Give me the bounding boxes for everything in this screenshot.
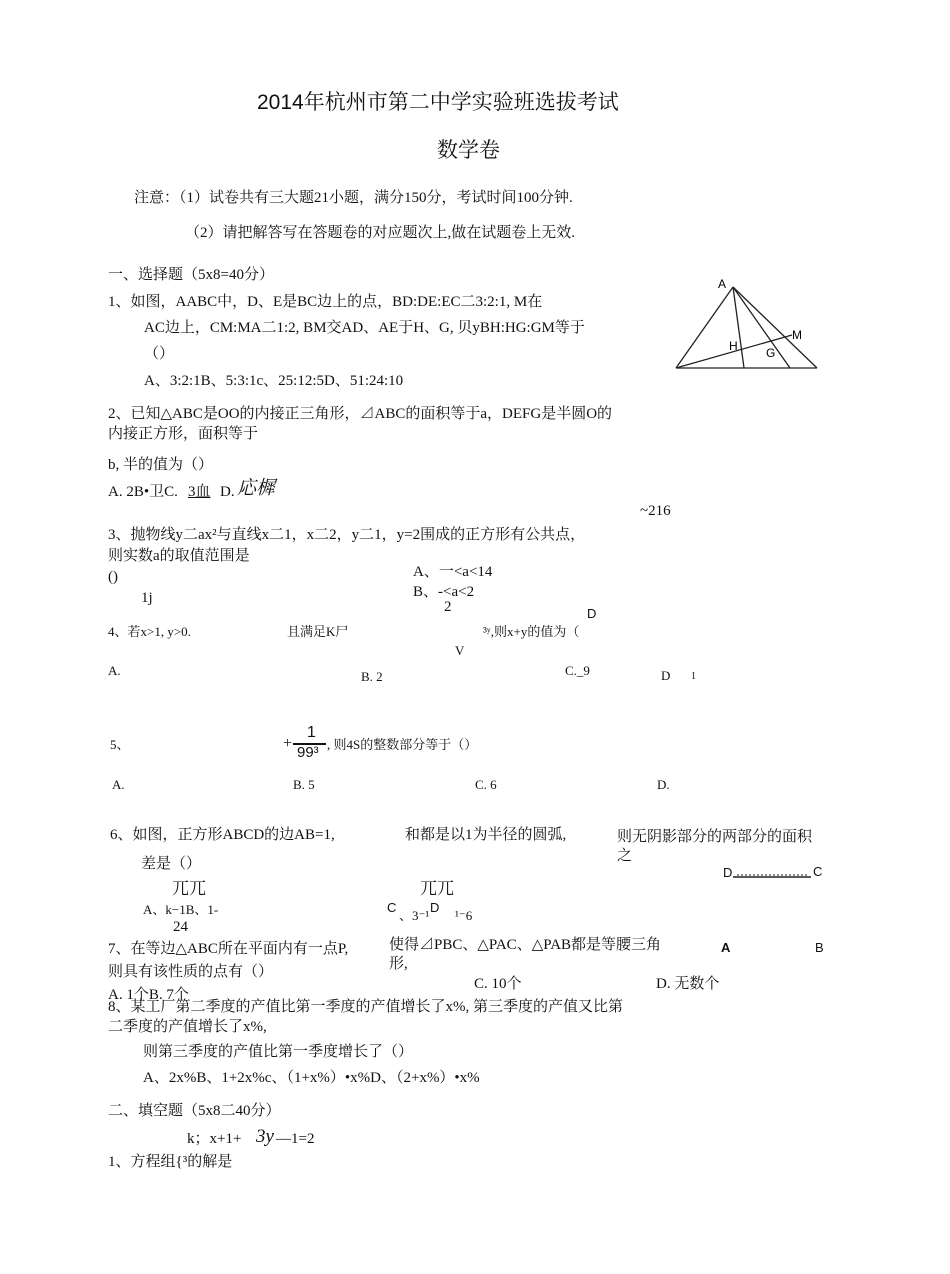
q2-options-c: 3血 [188, 484, 211, 500]
q2-line-2: 内接正方形，面积等于 [108, 426, 259, 442]
note-2: （2）请把解答写在答题卷的对应题次上,做在试题卷上无效. [185, 225, 576, 241]
q7-mid-2: 形, [389, 956, 408, 972]
fig-label-m: M [792, 328, 802, 342]
q6-fig-label-b: B [815, 940, 824, 955]
exam-subtitle: 数学卷 [437, 139, 500, 162]
q4-option-d: D [661, 668, 671, 683]
f1-line: 1、方程组{³的解是 [108, 1154, 233, 1170]
q8-line-1: 8、某工厂第二季度的产值比第一季度的产值增长了x%, 第三季度的产值又比第 [108, 999, 623, 1015]
note-1: 注意：（1）试卷共有三大题21小题，满分150分，考试时间100分钟. [134, 190, 573, 206]
q7-mid-1: 使得⊿PBC、△PAC、△PAB都是等腰三角 [389, 937, 662, 953]
q5-option-d: D. [657, 777, 670, 792]
q6-option-d: D [430, 900, 440, 915]
section-2-heading: 二、填空题（5x8二40分） [108, 1103, 281, 1119]
q5-option-c: C. 6 [475, 777, 497, 792]
fig-label-g: G [766, 346, 776, 360]
q5-fraction-top: 1 [307, 724, 316, 741]
f1-eq-pre: k；x+1+ [187, 1131, 242, 1147]
q6-line-1: 6、如图，正方形ABCD的边AB=1, [110, 827, 335, 843]
f1-eq-3y: 3y [256, 1126, 274, 1147]
q6-fig-label-d: D [723, 865, 733, 880]
q6-option-24: 24 [173, 919, 188, 935]
q4-line: 4、若x>1, y>0. [108, 624, 191, 639]
q3-line-3: () [108, 569, 118, 585]
q7-line-2: 则具有该性质的点有（） [108, 964, 274, 980]
q6-option-d2: ¹⁻6 [455, 908, 473, 923]
q4-option-d-2: 1 [691, 671, 696, 682]
fig-edge [676, 287, 733, 368]
q6-mid: 和都是以1为半径的圆弧, [405, 827, 567, 843]
q5-number: 5、 [110, 737, 130, 752]
q5-option-a: A. [112, 777, 125, 792]
q1-options: A、3:2:1B、5:3:1c、25:12:5D、51:24:10 [144, 373, 404, 389]
q6-right-2: 之 [617, 848, 633, 864]
q5-fraction-bottom: 99³ [297, 744, 319, 761]
q4-option-c: C._9 [565, 663, 590, 678]
section-1-heading: 一、选择题（5x8=40分） [108, 267, 274, 283]
fig-label-a: A [718, 277, 727, 291]
q7-option-d: D. 无数个 [656, 976, 720, 992]
q4-fragment-v: V [455, 643, 465, 658]
q3-line-1: 3、抛物线y二ax²与直线x二1，x二2，y二1，y=2围成的正方形有公共点， [108, 527, 586, 543]
q1-line-1: 1、如图，AABC中，D、E是BC边上的点，BD:DE:EC二3:2:1, M在 [108, 294, 543, 310]
fig-edge [733, 287, 744, 368]
q7-line-1: 7、在等边△ABC所在平面内有一点P, [108, 941, 349, 957]
fig-label-h: H [729, 339, 738, 353]
q1-line-3: （） [144, 346, 175, 362]
q3-fragment-1j: 1j [141, 590, 153, 606]
fig-edge [733, 287, 790, 368]
q6-right-1: 则无阴影部分的两部分的面积 [617, 829, 813, 845]
q2-line-1: 2、已知△ABC是OO的内接正三角形，⊿ABC的面积等于a，DEFG是半圆O的 [108, 406, 613, 422]
q6-fig-label-a: A [721, 940, 731, 955]
q7-option-ab: A. 1个B. 7个 [108, 987, 189, 1003]
q4-option-a: A. [108, 663, 121, 678]
q8-line-3: 则第三季度的产值比第一季度增长了（） [143, 1044, 414, 1060]
q6-option-c2: 、3⁻¹ [399, 908, 430, 923]
q6-pi-2: 兀兀 [420, 879, 454, 898]
q6-line-2: 差是（） [141, 856, 202, 872]
q2-options-a: A. 2B•卫C. [108, 484, 178, 500]
q6-option-c: C [387, 900, 397, 915]
q6-pi-1: 兀兀 [172, 879, 206, 898]
q7-option-c: C. 10个 [474, 976, 522, 992]
q3-line-2: 则实数a的取值范围是 [108, 548, 250, 564]
q4-right: ³ʸ,则x+y的值为（ [483, 624, 580, 639]
q2-tail: ~216 [640, 503, 671, 519]
q2-options-d: D. [220, 484, 235, 500]
q6-option-ab: A、k−1B、1- [143, 902, 219, 917]
q4-option-b: B. 2 [361, 669, 383, 684]
q3-option-a: A、一<a<14 [413, 564, 493, 580]
q4-mid: 且满足K尸 [287, 624, 349, 639]
q8-options: A、2x%B、1+2x%c、（1+x%）•x%D、（2+x%）•x% [143, 1070, 480, 1086]
q1-line-2: AC边上，CM:MA二1:2, BM交AD、AE于H、G, 贝yBH:HG:GM等于 [144, 320, 585, 336]
q5-fraction-bar [293, 743, 326, 745]
q3-option-b: B、-<a<2 [413, 584, 475, 600]
q5-option-b: B. 5 [293, 777, 315, 792]
q3-fragment-d: D [587, 606, 597, 621]
q6-square-top-edge [733, 866, 813, 880]
q5-plus: + [283, 735, 293, 752]
exam-title: 2014年杭州市第二中学实验班选拔考试 [257, 91, 619, 114]
q6-fig-label-c: C [813, 864, 823, 879]
f1-eq-post: —1=2 [276, 1131, 315, 1147]
q5-text: , 则4S的整数部分等于（） [327, 737, 478, 752]
q2-line-3: b, 半的值为（） [108, 457, 214, 473]
q8-line-2: 二季度的产值增长了x%, [108, 1019, 267, 1035]
q2-options-d-text: 応樨 [237, 478, 276, 499]
q3-fragment-2: 2 [444, 599, 452, 615]
q1-triangle-figure [672, 275, 822, 373]
